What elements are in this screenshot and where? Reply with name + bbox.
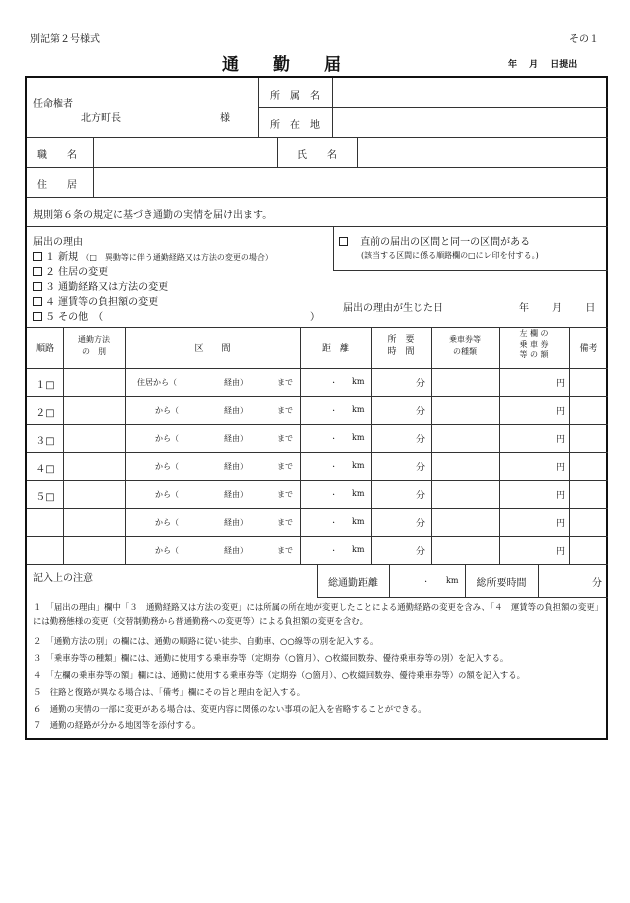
section-from: から（ bbox=[155, 518, 179, 527]
total-distance-unit: km bbox=[446, 576, 459, 585]
table-row[interactable] bbox=[27, 452, 608, 480]
dept-label: 所 属 名 bbox=[270, 91, 320, 102]
location-field[interactable] bbox=[337, 111, 602, 133]
job-label: 職 名 bbox=[37, 150, 77, 161]
time-unit: 分 bbox=[416, 435, 426, 445]
distance-unit: km bbox=[352, 433, 365, 442]
amount-unit: 円 bbox=[556, 407, 566, 417]
total-time-label: 総所要時間 bbox=[476, 578, 527, 589]
distance-unit: km bbox=[352, 517, 365, 526]
table-row[interactable] bbox=[27, 424, 608, 452]
address-field[interactable] bbox=[97, 170, 603, 194]
amount-unit: 円 bbox=[556, 491, 566, 501]
note-1: １ 「届出の理由」欄中「３ 通勤経路又は方法の変更」には所属の所在地が変更したことによる通勤経路の変更を含み、「４ 運賃等の負担額の変更」には勤務態様の変更（交替制勤務から普通勤務への変更等）による負担額の変更を含む。 bbox=[33, 602, 603, 626]
dept-field[interactable] bbox=[337, 82, 602, 104]
distance-dot: . bbox=[332, 403, 336, 414]
note-2: ２ 「通勤方法の別」の欄には、通勤の順路に従い徒歩、自動車、○○線等の別を記入する。 bbox=[33, 636, 379, 646]
reason-item-5[interactable]: ５ その他 （ bbox=[33, 308, 103, 323]
section-via: 経由） bbox=[224, 434, 248, 443]
amount-unit: 円 bbox=[556, 435, 566, 445]
col-remarks: 備考 bbox=[579, 344, 598, 354]
distance-unit: km bbox=[352, 461, 365, 470]
amount-unit: 円 bbox=[556, 463, 566, 473]
distance-dot: . bbox=[332, 375, 336, 386]
section-from: から（ bbox=[155, 462, 179, 471]
reason-item-3[interactable]: ３ 通勤経路又は方法の変更 bbox=[33, 278, 168, 293]
route-number[interactable]: ４□ bbox=[35, 464, 55, 475]
route-number[interactable]: １□ bbox=[35, 380, 55, 391]
route-number[interactable]: ２□ bbox=[35, 408, 55, 419]
appointer-label: 任命権者 bbox=[33, 99, 73, 110]
commute-form bbox=[25, 76, 608, 740]
table-row[interactable] bbox=[27, 396, 608, 424]
address-label: 住 居 bbox=[37, 180, 77, 191]
section-via: 経由） bbox=[224, 406, 248, 415]
distance-dot: . bbox=[332, 515, 336, 526]
note-4: ４ 「左欄の乗車券等の額」欄には、通勤に使用する乗車券等（定期券（○箇月）、○枚綴回数券、優待乗車券等）の額を記入する。 bbox=[33, 670, 525, 680]
section-via: 経由） bbox=[224, 490, 248, 499]
reason-5-close: ） bbox=[310, 312, 320, 323]
time-unit: 分 bbox=[416, 463, 426, 473]
col-time: 所 要 時 間 bbox=[387, 335, 415, 357]
job-field[interactable] bbox=[97, 140, 273, 164]
section-via: 経由） bbox=[224, 378, 248, 387]
note-6: ６ 通勤の実情の一部に変更がある場合は、変更内容に関係のない事項の記入を省略することができる。 bbox=[33, 704, 427, 714]
page-number: その１ bbox=[569, 34, 599, 45]
reason-1-checkbox[interactable] bbox=[33, 252, 42, 261]
reason-item-4[interactable]: ４ 運賃等の負担額の変更 bbox=[33, 293, 158, 308]
reason-2-checkbox[interactable] bbox=[33, 267, 42, 276]
time-unit: 分 bbox=[416, 547, 426, 557]
distance-unit: km bbox=[352, 405, 365, 414]
col-section: 区 間 bbox=[194, 344, 231, 354]
same-section-checkbox[interactable] bbox=[339, 237, 348, 246]
total-distance-label: 総通勤距離 bbox=[328, 578, 378, 589]
distance-dot: . bbox=[332, 431, 336, 442]
col-ticket: 乗車券等 の種類 bbox=[449, 335, 481, 356]
section-from: から（ bbox=[155, 434, 179, 443]
reason-heading: 届出の理由 bbox=[33, 237, 83, 248]
section-to: まで bbox=[277, 546, 293, 555]
route-number[interactable]: ３□ bbox=[35, 436, 55, 447]
same-section-note: (該当する区間に係る順路欄の□にレ印を付する。) bbox=[361, 251, 539, 260]
location-label: 所 在 地 bbox=[270, 120, 320, 131]
total-distance-dot: . bbox=[424, 574, 428, 585]
amount-unit: 円 bbox=[556, 519, 566, 529]
sama-label: 様 bbox=[220, 113, 230, 124]
col-route: 順路 bbox=[35, 344, 54, 354]
note-5: ５ 往路と復路が異なる場合は、「備考」欄にその旨と理由を記入する。 bbox=[33, 687, 306, 697]
table-row[interactable] bbox=[27, 368, 608, 396]
submit-date: 年 月 日提出 bbox=[508, 60, 578, 70]
statement-text: 規則第６条の規定に基づき通勤の実情を届け出ます。 bbox=[33, 210, 273, 221]
section-from: から（ bbox=[155, 546, 179, 555]
section-via: 経由） bbox=[224, 546, 248, 555]
time-unit: 分 bbox=[416, 491, 426, 501]
appointer-name: 北方町長 bbox=[81, 113, 121, 124]
same-section-option[interactable]: 直前の届出の区間と同一の区間がある bbox=[339, 233, 530, 248]
notes-heading: 記入上の注意 bbox=[33, 573, 93, 584]
total-time-unit: 分 bbox=[592, 578, 602, 589]
section-via: 経由） bbox=[224, 462, 248, 471]
section-to: まで bbox=[277, 518, 293, 527]
reason-3-checkbox[interactable] bbox=[33, 282, 42, 291]
section-from: 住居から（ bbox=[137, 378, 177, 387]
amount-unit: 円 bbox=[556, 547, 566, 557]
reason-4-checkbox[interactable] bbox=[33, 297, 42, 306]
section-to: まで bbox=[277, 462, 293, 471]
table-row[interactable] bbox=[27, 536, 608, 564]
time-unit: 分 bbox=[416, 407, 426, 417]
distance-unit: km bbox=[352, 377, 365, 386]
occurred-date: 年 月 日 bbox=[519, 303, 596, 314]
reason-5-checkbox[interactable] bbox=[33, 312, 42, 321]
form-title: 通 勤 届 bbox=[222, 55, 341, 75]
name-field[interactable] bbox=[361, 140, 604, 164]
note-3: ３ 「乗車券等の種類」欄には、通勤に使用する乗車券等（定期券（○箇月）、○枚綴回数券、優待乗車券等の別）を記入する。 bbox=[33, 653, 509, 663]
name-label: 氏 名 bbox=[297, 150, 337, 161]
section-to: まで bbox=[277, 378, 293, 387]
table-row[interactable] bbox=[27, 480, 608, 508]
section-via: 経由） bbox=[224, 518, 248, 527]
section-to: まで bbox=[277, 406, 293, 415]
section-to: まで bbox=[277, 434, 293, 443]
distance-dot: . bbox=[332, 543, 336, 554]
section-from: から（ bbox=[155, 406, 179, 415]
col-distance: 距 離 bbox=[321, 344, 349, 354]
distance-unit: km bbox=[352, 489, 365, 498]
reason-item-1[interactable]: １ 新規 （□ 異動等に伴う通勤経路又は方法の変更の場合） bbox=[33, 248, 273, 263]
route-number[interactable]: ５□ bbox=[35, 492, 55, 503]
amount-unit: 円 bbox=[556, 379, 566, 389]
time-unit: 分 bbox=[416, 519, 426, 529]
note-7: ７ 通勤の経路が分かる地図等を添付する。 bbox=[33, 720, 201, 730]
reason-item-2[interactable]: ２ 住居の変更 bbox=[33, 263, 108, 278]
table-row[interactable] bbox=[27, 508, 608, 536]
section-from: から（ bbox=[155, 490, 179, 499]
occurred-label: 届出の理由が生じた日 bbox=[343, 303, 443, 314]
col-method: 通勤方法 の 別 bbox=[78, 335, 110, 356]
distance-dot: . bbox=[332, 487, 336, 498]
distance-dot: . bbox=[332, 459, 336, 470]
section-to: まで bbox=[277, 490, 293, 499]
form-code: 別記第２号様式 bbox=[30, 34, 100, 45]
time-unit: 分 bbox=[416, 379, 426, 389]
col-amount: 左 欄 の 乗 車 券 等 の 額 bbox=[519, 329, 549, 359]
distance-unit: km bbox=[352, 545, 365, 554]
